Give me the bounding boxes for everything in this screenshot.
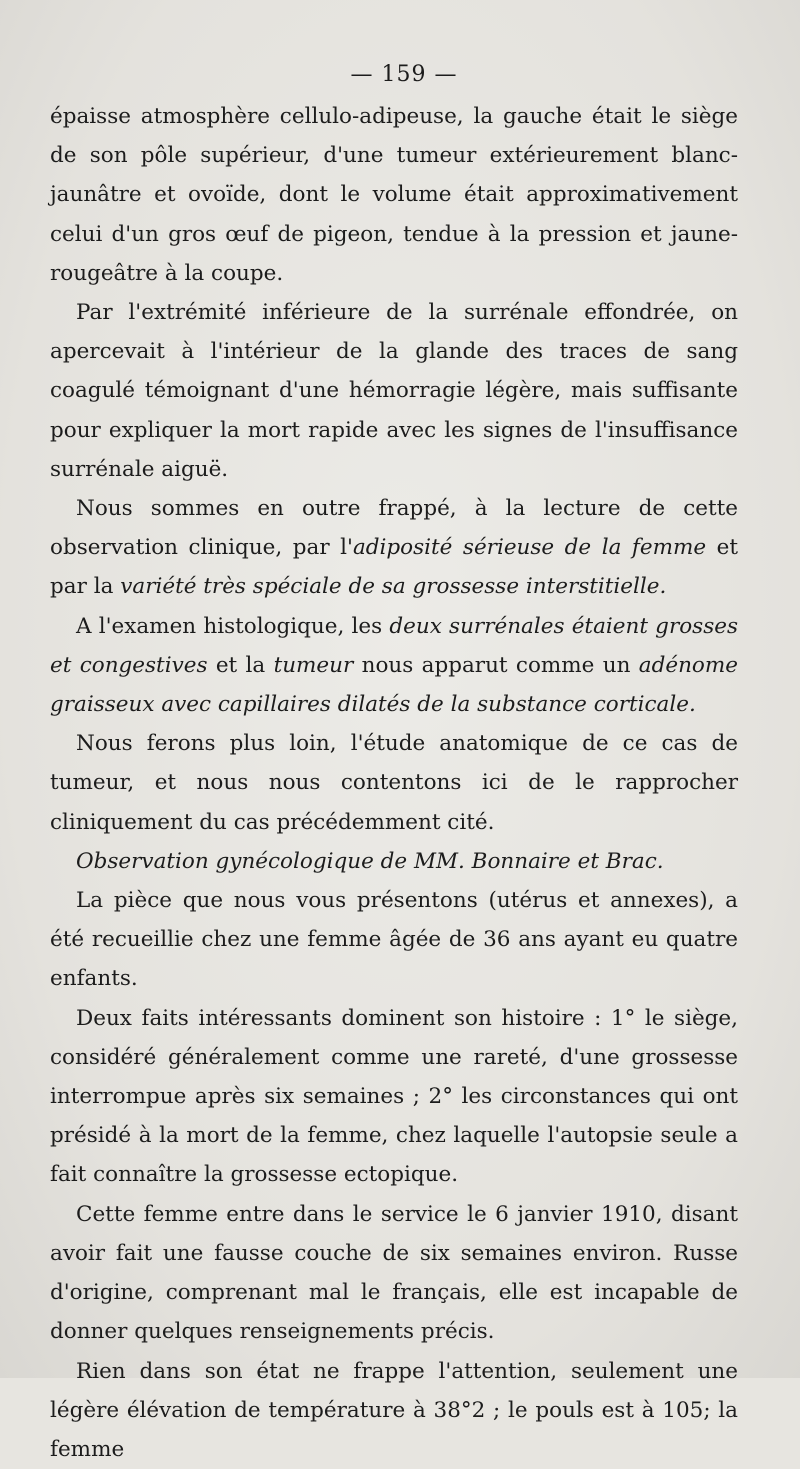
body-text: [50, 97, 738, 1469]
text-run: nous apparut comme un: [353, 653, 638, 678]
paragraph-p8: [50, 999, 738, 1195]
text-run: Deux faits intéressants dominent son histoire : 1° le siège, considéré généralement comme une rareté, d'une grossesse interrompue après six semaines ; 2° les circonstances qui ont présidé à la mort de la femme, chez laquelle l'autopsie seule a fait connaître la grossesse ectopique.: [50, 1006, 738, 1188]
paragraph-p5: [50, 724, 738, 842]
text-run: épaisse atmosphère cellulo-adipeuse, la gauche était le siège de son pôle supérieur, d'une tumeur extérieurement blanc-jaunâtre et ovoïde, dont le volume était approximativement celui d'un gros œuf de pigeon, tendue à la pression et jaune-rougeâtre à la coupe.: [50, 104, 738, 286]
text-run: A l'examen histologique, les: [76, 614, 389, 639]
text-run: Par l'extrémité inférieure de la surrénale effondrée, on apercevait à l'intérieur de la glande des traces de sang coagulé témoignant d'une hémorragie légère, mais suffisante pour expliquer la mort rapide avec les signes de l'insuffisance surrénale aiguë.: [50, 300, 738, 482]
text-run: et par la: [50, 535, 738, 599]
paragraph-p10: [50, 1352, 738, 1469]
paragraph-p3: [50, 489, 738, 607]
text-run: et la: [207, 653, 273, 678]
italic-run: Observation gynécologique de MM. Bonnaire et Brac.: [76, 849, 664, 874]
italic-run: tumeur: [274, 653, 354, 678]
text-run: Cette femme entre dans le service le 6 janvier 1910, disant avoir fait une fausse couche de six semaines environ. Russe d'origine, comprenant mal le français, elle est incapable de donner quelques renseignements précis.: [50, 1202, 738, 1345]
text-run: La pièce que nous vous présentons (utérus et annexes), a été recueillie chez une femme âgée de 36 ans ayant eu quatre enfants.: [50, 888, 738, 991]
paragraph-p6: [50, 842, 738, 881]
paragraph-p2: [50, 293, 738, 489]
paragraph-p9: [50, 1195, 738, 1352]
italic-run: adénome graisseux avec capillaires dilatés de la substance corticale.: [50, 653, 738, 717]
italic-run: deux surrénales étaient grosses et congestives: [50, 614, 738, 678]
text-run: Nous ferons plus loin, l'étude anatomique de ce cas de tumeur, et nous nous contentons ici de le rapprocher cliniquement du cas précédemment cité.: [50, 731, 738, 834]
paragraph-p4: [50, 607, 738, 725]
text-run: Nous sommes en outre frappé, à la lecture de cette observation clinique, par l': [50, 496, 738, 560]
paragraph-p1: [50, 97, 738, 293]
page-number: — 159 —: [70, 62, 738, 87]
paragraph-p7: [50, 881, 738, 999]
italic-run: variété très spéciale de sa grossesse interstitielle.: [120, 574, 666, 599]
text-run: Rien dans son état ne frappe l'attention, seulement une légère élévation de température à 38°2 ; le pouls est à 105; la femme: [50, 1359, 738, 1462]
italic-run: adiposité sérieuse de la femme: [353, 535, 706, 560]
